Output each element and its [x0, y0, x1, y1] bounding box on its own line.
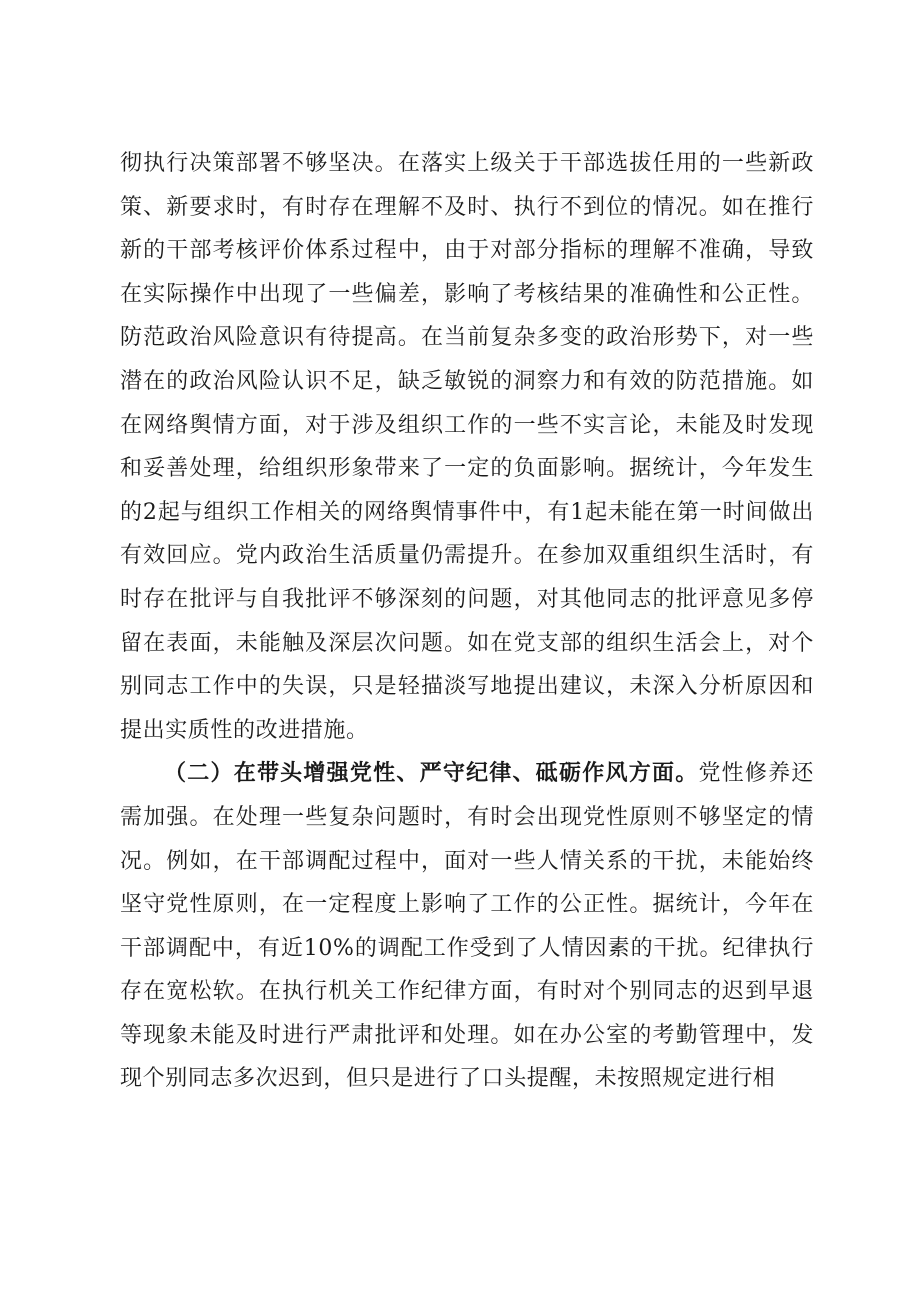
paragraph-1-text: 彻执行决策部署不够坚决。在落实上级关于干部选拔任用的一些新政策、新要求时，有时存在理解不及时、执行不到位的情况。如在推行新的干部考核评价体系过程中，由于对部分指标的理解不准确，导致在实际操作中出现了一些偏差，影响了考核结果的准确性和公正性。防范政治风险意识有待提高。在当前复杂多变的政治形势下，对一些潜在的政治风险认识不足，缺乏敏锐的洞察力和有效的防范措施。如在网络舆情方面，对于涉及组织工作的一些不实言论，未能及时发现和妥善处理，给组织形象带来了一定的负面影响。据统计，今年发生的2起与组织工作相关的网络舆情事件中，有1起未能在第一时间做出有效回应。党内政治生活质量仍需提升。在参加双重组织生活时，有时存在批评与自我批评不够深刻的问题，对其他同志的批评意见多停留在表面，未能触及深层次问题。如在党支部的组织生活会上，对个别同志工作中的失误，只是轻描淡写地提出建议，未深入分析原因和提出实质性的改进措施。	[120, 151, 814, 743]
paragraph-2	[120, 752, 814, 1101]
section-heading-2: （二）在带头增强党性、严守纪律、砥砺作风方面。	[164, 760, 699, 787]
document-page	[120, 142, 814, 1101]
paragraph-1	[120, 142, 814, 752]
paragraph-2-text: 党性修养还需加强。在处理一些复杂问题时，有时会出现党性原则不够坚定的情况。例如，在干部调配过程中，面对一些人情关系的干扰，未能始终坚守党性原则，在一定程度上影响了工作的公正性。据统计，今年在干部调配中，有近10%的调配工作受到了人情因素的干扰。纪律执行存在宽松软。在执行机关工作纪律方面，有时对个别同志的迟到早退等现象未能及时进行严肃批评和处理。如在办公室的考勤管理中，发现个别同志多次迟到，但只是进行了口头提醒，未按照规定进行相	[120, 761, 814, 1092]
